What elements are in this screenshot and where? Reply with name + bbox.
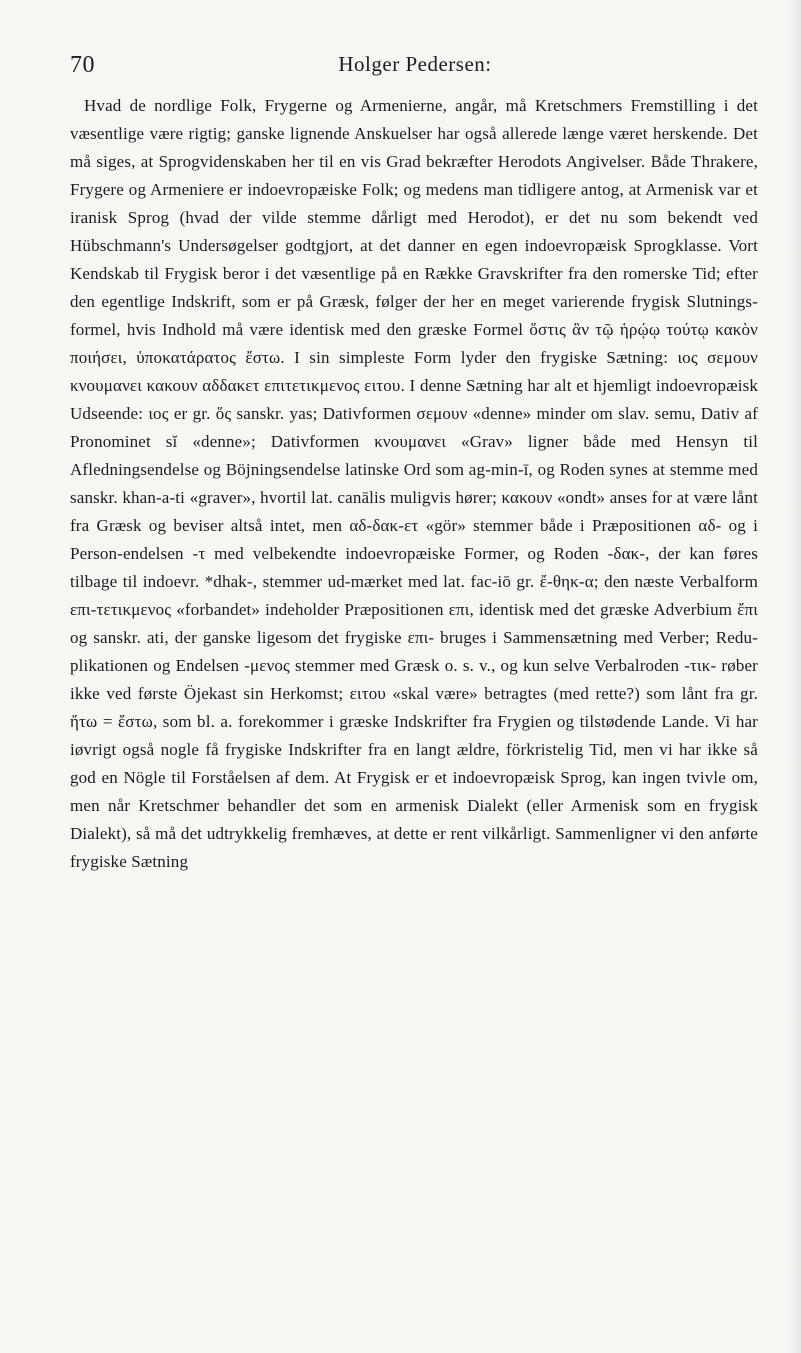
page-edge-shadow	[787, 0, 801, 1353]
page-number: 70	[70, 52, 95, 78]
page-header	[70, 52, 760, 82]
paragraph: Hvad de nordlige Folk, Frygerne og Armenierne, angår, må Kretschmers Fremstilling i det væsentlige være rigtig; ganske lignende Anskuelser har også allerede længe været herskende. Det må siges, at Sprogvidenskaben her til en vis Grad bekræfter Herodots Angivelser. Både Thrakere, Frygere og Armeniere er indoevropæiske Folk; og medens man tidligere antog, at Armenisk var et iranisk Sprog (hvad der vilde stemme dårligt med Herodot), er det nu som bekendt ved Hübschmann's Undersøgelser godtgjort, at det danner en egen indoevropæisk Sprogklasse. Vort Kendskab til Frygisk beror i det væsentlige på en Række Gravskrifter fra den romerske Tid; efter den egentlige Indskrift, som er på Græsk, følger der her en meget varierende frygisk Slutnings-formel, hvis Indhold må være identisk med den græske Formel ὅστις ἂν τῷ ἡρῴῳ τούτῳ κακὸν ποιήσει, ὑποκατάρατος ἔστω. I sin simpleste Form lyder den frygiske Sætning: ιος σεμουν κνουμανει κακουν αδδακετ επιτετικμενος ειτου. I denne Sætning har alt et hjemligt indoevropæisk Udseende: ιος er gr. ὅς sanskr. yas; Dativformen σεμουν «denne» minder om slav. semu, Dativ af Pronominet sĭ «denne»; Dativformen κνουμανει «Grav» ligner både med Hensyn til Afledningsendelse og Böjningsendelse latinske Ord som ag-min-ī, og Roden synes at stemme med sanskr. khan-a-ti «graver», hvortil lat. canālis muligvis hører; κακουν «ondt» anses for at være lånt fra Græsk og beviser altså intet, men αδ-δακ-ετ «gör» stemmer både i Præpositionen αδ- og i Person-endelsen -τ med velbekendte indoevropæiske Former, og Roden -δακ-, der kan føres tilbage til indoevr. *dhak-, stemmer ud-mærket med lat. fac-iō gr. ἔ-θηκ-α; den næste Verbalform επι-τετικμενος «forbandet» indeholder Præpositionen επι, identisk med det græske Adverbium ἔπι og sanskr. ati, der ganske ligesom det frygiske επι- bruges i Sammensætning med Verber; Redu-plikationen og Endelsen -μενος stemmer med Græsk o. s. v., og kun selve Verbalroden -τικ- røber ikke ved første Öjekast sin Herkomst; ειτου «skal være» betragtes (med rette?) som lånt fra gr. ἤτω = ἔστω, som bl. a. forekommer i græske Indskrifter fra Frygien og tilstødende Lande. Vi har iøvrigt også nogle få frygiske Indskrifter fra en langt ældre, förkristelig Tid, men vi har ikke så god en Nögle til Forståelsen af dem. At Frygisk er et indoevropæisk Sprog, kan ingen tvivle om, men når Kretschmer behandler det som en armenisk Dialekt (eller Armenisk som en frygisk Dialekt), så må det udtrykkelig fremhæves, at dette er rent vilkårligt. Sammenligner vi den anførte frygiske Sætning	[70, 96, 758, 871]
running-head: Holger Pedersen:	[338, 52, 492, 76]
body-text	[70, 92, 758, 876]
